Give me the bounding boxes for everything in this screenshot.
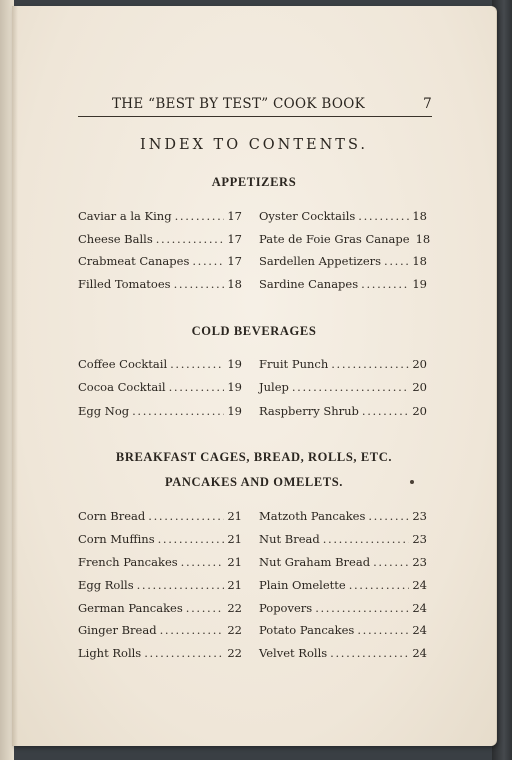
dot-leader [170,357,224,371]
entry-name: Velvet Rolls [259,646,328,660]
index-entry [259,380,427,396]
index-title: INDEX TO CONTENTS. [139,137,369,153]
index-entry [78,254,242,270]
entry-name: Corn Muffins [78,532,155,546]
entry-page: 21 [227,532,242,546]
index-entry [78,532,242,548]
index-entry [78,357,242,373]
entry-name: Egg Nog [78,404,130,418]
dot-leader [175,209,225,223]
dot-leader [357,623,409,637]
entry-page: 19 [227,404,242,418]
page-gutter-shadow [12,6,18,746]
entry-page: 22 [227,623,242,637]
entry-name: Sardine Canapes [259,277,359,291]
entry-page: 20 [412,357,427,371]
dot-leader [148,509,224,523]
entry-page: 18 [412,254,427,268]
dot-leader [144,646,224,660]
entry-name: Light Rolls [78,646,142,660]
entry-page: 20 [412,380,427,394]
entry-page: 18 [227,277,242,291]
entry-page: 21 [227,509,242,523]
entry-name: Nut Bread [259,532,320,546]
index-entry [78,209,242,225]
index-entry [259,601,427,617]
entry-name: Coffee Cocktail [78,357,168,371]
entry-page: 20 [412,404,427,418]
entry-page: 19 [227,357,242,371]
entry-name: Plain Omelette [259,578,346,592]
index-entry [259,578,427,594]
entry-name: Fruit Punch [259,357,329,371]
entry-name: Pate de Foie Gras Canape [259,232,410,246]
index-entry [259,232,431,248]
dot-leader [349,578,410,592]
entry-page: 21 [227,555,242,569]
entry-name: Julep [259,380,289,394]
entry-page: 24 [412,646,427,660]
dot-leader [315,601,409,615]
index-entry [259,404,427,420]
entry-name: Matzoth Pancakes [259,509,366,523]
index-entry [259,555,427,571]
index-entry [78,232,242,248]
index-entry [78,380,242,396]
index-entry [259,646,427,662]
entry-page: 19 [412,277,427,291]
section-heading-cold-beverages: COLD BEVERAGES [191,324,317,338]
entry-page: 23 [412,555,427,569]
dot-leader [156,232,225,246]
entry-page: 24 [412,623,427,637]
entry-name: Crabmeat Canapes [78,254,190,268]
entry-page: 23 [412,532,427,546]
entry-name: Egg Rolls [78,578,134,592]
dot-leader [373,555,409,569]
index-entry [78,578,242,594]
dot-leader [292,380,409,394]
dot-leader [368,509,409,523]
entry-name: Potato Pancakes [259,623,355,637]
index-entry [78,555,242,571]
dot-leader [330,646,409,660]
index-entry [259,532,427,548]
index-entry [259,209,427,225]
dot-leader [331,357,409,371]
index-entry [259,509,427,525]
index-entry [259,623,427,639]
entry-name: Cocoa Cocktail [78,380,166,394]
index-entry [78,404,242,420]
dot-leader [137,578,225,592]
section-heading-breakfast: BREAKFAST CAGES, BREAD, ROLLS, ETC. [115,450,393,464]
entry-page: 24 [412,601,427,615]
section-heading-appetizers: APPETIZERS [211,175,297,189]
entry-name: Oyster Cocktails [259,209,356,223]
index-entry [78,646,242,662]
entry-name: Nut Graham Bread [259,555,371,569]
running-head-title: THE “BEST BY TEST” COOK BOOK [112,96,365,112]
entry-name: Cheese Balls [78,232,153,246]
entry-page: 23 [412,509,427,523]
entry-name: Sardellen Appetizers [259,254,382,268]
entry-name: German Pancakes [78,601,183,615]
entry-page: 17 [227,209,242,223]
entry-page: 19 [227,380,242,394]
index-entry [259,254,427,270]
dot-leader [181,555,225,569]
section-subheading-pancakes: PANCAKES AND OMELETS. [164,475,344,489]
entry-name: Corn Bread [78,509,146,523]
entry-name: Popovers [259,601,313,615]
index-entry [78,277,242,293]
dot-leader [169,380,225,394]
dot-leader [362,404,409,418]
dot-leader [323,532,410,546]
entry-name: Ginger Bread [78,623,157,637]
index-entry [78,509,242,525]
entry-page: 22 [227,601,242,615]
dot-leader [384,254,409,268]
dot-leader [160,623,225,637]
index-entry [78,623,242,639]
entry-page: 18 [412,209,427,223]
entry-page: 17 [227,254,242,268]
entry-name: Caviar a la King [78,209,172,223]
entry-name: Raspberry Shrub [259,404,359,418]
index-entry [259,357,427,373]
entry-name: French Pancakes [78,555,178,569]
entry-page: 21 [227,578,242,592]
dot-leader [186,601,225,615]
entry-page: 24 [412,578,427,592]
entry-page: 17 [227,232,242,246]
entry-page: 18 [415,232,431,246]
entry-page: 22 [227,646,242,660]
dot-leader [361,277,409,291]
index-entry [259,277,427,293]
book-page [12,6,496,746]
dot-leader [358,209,409,223]
page-number: 7 [423,96,432,112]
dot-leader [174,277,225,291]
running-head [78,96,432,117]
dot-leader [192,254,224,268]
dot-leader [132,404,224,418]
entry-name: Filled Tomatoes [78,277,171,291]
dot-leader [158,532,225,546]
ink-speck [410,480,414,484]
index-entry [78,601,242,617]
